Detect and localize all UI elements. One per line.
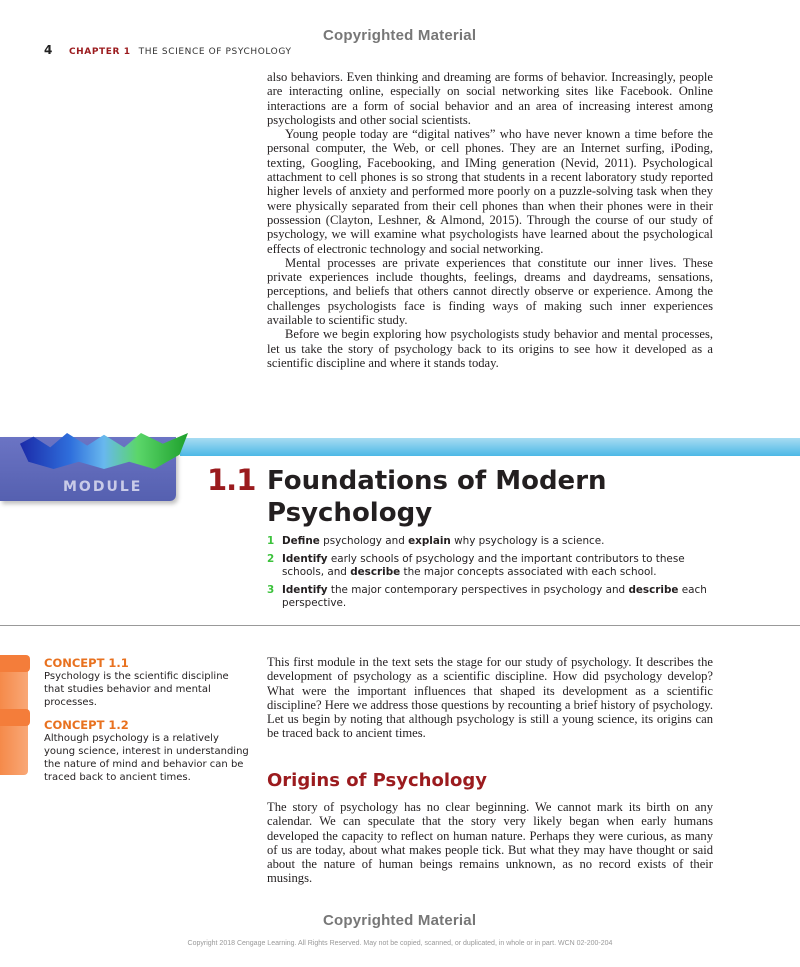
module-title: Foundations of Modern Psychology xyxy=(267,466,607,528)
watermark-bottom: Copyrighted Material xyxy=(323,912,477,929)
objective-text: the major contemporary perspectives in psychology and xyxy=(327,583,629,596)
objective-text: the major concepts associated with each school. xyxy=(400,566,657,578)
paragraph: Young people today are “digital natives” who have never known a time before the personal computer, the Web, or cell phones. They are an Internet surfing, iPoding, texting, Googling, Facebooking, and IMing generation (Nevid, 2011). Psychological attachment to cell phones is so strong that students in a recent laboratory study reported higher levels of anxiety and performed more poorly on a puzzle-solving task when they were physically separated from their cell phones than when their phones were in their possession (Clayton, Leshner, & Almond, 2015). Through the course of our study of psychology, we will examine what psychologists have learned about the psychological effects of electronic technology and social networking. xyxy=(267,127,713,256)
chapter-title: THE SCIENCE OF PSYCHOLOGY xyxy=(138,47,292,57)
objective-text: Define xyxy=(282,535,320,547)
objective-item xyxy=(267,584,717,611)
objective-text: Identify xyxy=(282,552,328,565)
objective-text: Identify xyxy=(282,583,328,596)
concept-text: Although psychology is a relatively young science, interest in understanding the nature of mind and behavior can be traced back to ancient times. xyxy=(44,732,249,784)
objective-number: 3 xyxy=(267,583,275,596)
learning-objectives xyxy=(267,535,717,615)
module-label: MODULE xyxy=(63,479,143,495)
watermark-top: Copyrighted Material xyxy=(323,27,477,44)
module-badge xyxy=(0,437,176,501)
paragraph: Mental processes are private experiences that constitute our inner lives. These private experiences include thoughts, feelings, dreams and daydreams, sensations, perceptions, and beliefs that others cannot directly observe or experience. Among the challenges psychologists face is finding ways of making such inner experiences available to scientific study. xyxy=(267,255,713,328)
section-text xyxy=(267,800,713,886)
module-intro xyxy=(267,655,713,741)
paragraph: This first module in the text sets the stage for our study of psychology. It describes the development of psychology as a scientific discipline. How did psychology develop? What were the important influences that shaped its development as a scientific discipline? Here we address those questions by recounting a brief history of psychology. Let us begin by noting that although psychology is still a young science, its origins can be traced back to ancient times. xyxy=(267,655,713,741)
paragraph: Before we begin exploring how psychologists study behavior and mental processes, let us take the story of psychology back to its origins to see how it developed as a scientific discipline and where it stands today. xyxy=(267,327,713,370)
section-heading: Origins of Psychology xyxy=(267,770,487,791)
objective-item xyxy=(267,535,717,549)
intro-text xyxy=(267,70,713,370)
module-banner-bar xyxy=(180,438,800,456)
divider xyxy=(0,625,800,626)
concept-title: CONCEPT 1.1 xyxy=(44,656,129,670)
objective-number: 2 xyxy=(267,552,275,565)
objective-item xyxy=(267,553,717,580)
gem-decoration-icon xyxy=(20,433,188,469)
page-number: 4 xyxy=(44,43,53,57)
running-header xyxy=(44,43,292,57)
objective-number: 1 xyxy=(267,535,275,547)
objective-text: why psychology is a science. xyxy=(450,535,605,547)
concept-bar-decoration xyxy=(0,655,28,775)
objective-text: psychology and xyxy=(319,535,409,547)
paragraph: The story of psychology has no clear beginning. We cannot mark its birth on any calendar. We can speculate that the story very likely began when early humans developed the capacity to reflect on human nature. Perhaps they were curious, as many of us are today, about what makes people tick. But what they may have thought or said about the nature of human beings remains unknown, as no record exists of their musings. xyxy=(267,800,713,886)
module-number: 1.1 xyxy=(207,463,256,497)
concept-sidebar xyxy=(44,656,249,792)
chapter-label: CHAPTER 1 xyxy=(68,47,131,57)
copyright-footer: Copyright 2018 Cengage Learning. All Rights Reserved. May not be copied, scanned, or duplicated, in whole or in part. WCN 02-200-204 xyxy=(187,940,613,947)
concept-text: Psychology is the scientific discipline that studies behavior and mental processes. xyxy=(44,671,229,709)
objective-text: explain xyxy=(408,535,451,547)
objective-text: early schools of psychology and the important contributors to these schools, and xyxy=(282,552,685,578)
paragraph: also behaviors. Even thinking and dreaming are forms of behavior. Increasingly, people are interacting online, especially on social networking sites like Facebook. Online interactions are a form of social behavior and an area of increasing interest among psychologists and other social scientists. xyxy=(267,70,713,127)
objective-text: describe xyxy=(628,583,679,596)
concept-title: CONCEPT 1.2 xyxy=(44,717,129,732)
objective-text: each perspective. xyxy=(282,583,707,609)
objective-text: describe xyxy=(350,566,401,578)
